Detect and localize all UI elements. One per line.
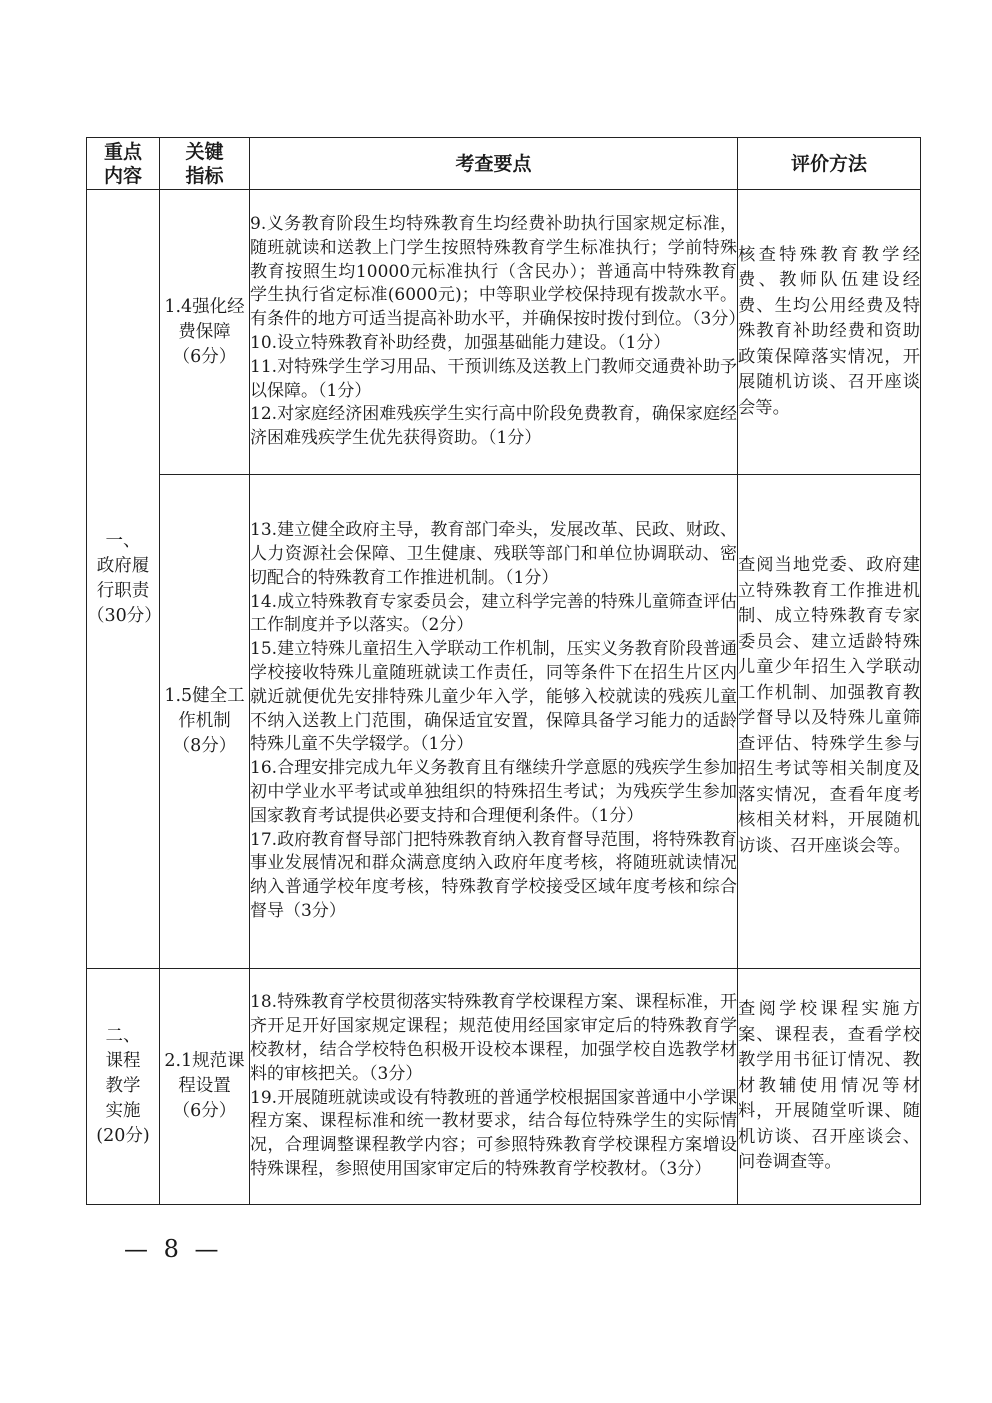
header-key-content-label: 重点内容 — [103, 140, 142, 187]
check-point-item: 9.义务教育阶段生均特殊教育生均经费补助执行国家规定标准，随班就读和送教上门学生按照特殊教育学生标准执行；学前特殊教育按照生均10000元标准执行（含民办）；普通高中特殊教育学生执行省定标准(6000元)；中等职业学校保持现有拨款水平。有条件的地方可适当提高补助水平，并确保按时拨付到位。（3分） — [250, 214, 746, 330]
check-point-item: 12.对家庭经济困难残疾学生实行高中阶段免费教育，确保家庭经济困难残疾学生优先获得资助。（1分） — [250, 404, 737, 449]
header-check-points: 考查要点 — [250, 138, 738, 190]
evaluation-method-cell: 查阅学校课程实施方案、课程表，查看学校教学用书征订情况、教材教辅使用情况等材料，开展随堂听课、随机访谈、召开座谈会、问卷调查等。 — [738, 969, 921, 1205]
category-name: 政府履行职责 — [96, 556, 150, 601]
table-row — [87, 475, 921, 969]
header-key-indicator-label: 关键指标 — [185, 140, 224, 187]
category-name: 课程教学实施 — [105, 1051, 141, 1121]
check-point-item: 16.合理安排完成九年义务教育且有继续升学意愿的残疾学生参加初中学业水平考试或单独组织的特殊招生考试；为残疾学生参加国家教育考试提供必要支持和合理便利条件。（1分） — [250, 758, 737, 826]
check-point-item: 10.设立特殊教育补助经费，加强基础能力建设。（1分） — [250, 333, 671, 353]
table-row — [87, 190, 921, 475]
page-number: — 8 — — [124, 1235, 223, 1263]
check-point-item: 15.建立特殊儿童招生入学联动工作机制，压实义务教育阶段普通学校接收特殊儿童随班就读工作责任，同等条件下在招生片区内就近就便优先安排特殊儿童少年入学，能够入校就读的残疾儿童不纳入送教上门范围，确保适宜安置，保障具备学习能力的适龄特殊儿童不失学辍学。（1分） — [250, 639, 737, 755]
category-score: （30分） — [87, 606, 162, 626]
category-cell — [87, 969, 160, 1205]
check-point-item: 17.政府教育督导部门把特殊教育纳入教育督导范围，将特殊教育事业发展情况和群众满意度纳入政府年度考核，将随班就读情况纳入普通学校年度考核，特殊教育学校接受区域年度考核和综合督导（3分） — [250, 829, 737, 921]
indicator-name: 1.4强化经费保障 — [164, 296, 245, 342]
category-number: 二、 — [105, 1026, 141, 1046]
header-key-indicator — [160, 138, 250, 190]
category-cell — [87, 190, 160, 969]
indicator-score: （8分） — [172, 736, 237, 756]
header-row — [87, 138, 921, 190]
indicator-cell — [160, 190, 250, 475]
indicator-score: （6分） — [172, 1101, 237, 1121]
category-score: (20分) — [96, 1126, 150, 1146]
indicator-name: 2.1规范课程设置 — [164, 1051, 245, 1096]
check-point-item: 19.开展随班就读或设有特教班的普通学校根据国家普通中小学课程方案、课程标准和统一教材要求，结合每位特殊学生的实际情况，合理调整课程教学内容；可参照特殊教育学校课程方案增设特殊课程，参照使用国家审定后的特殊教育学校教材。（3分） — [250, 1087, 737, 1179]
check-point-item: 11.对特殊学生学习用品、干预训练及送教上门教师交通费补助予以保障。（1分） — [250, 356, 737, 401]
evaluation-method-cell: 查阅当地党委、政府建立特殊教育工作推进机制、成立特殊教育专家委员会、建立适龄特殊儿童少年招生入学联动工作机制、加强教育教学督导以及特殊儿童筛查评估、特殊学生参与招生考试等相关制度及落实情况，查看年度考核相关材料，开展随机访谈、召开座谈会等。 — [738, 475, 921, 969]
indicator-score: （6分） — [172, 346, 237, 367]
table-row — [87, 969, 921, 1205]
evaluation-method-cell: 核查特殊教育教学经费、教师队伍建设经费、生均公用经费及特殊教育补助经费和资助政策保障落实情况，开展随机访谈、召开座谈会等。 — [738, 190, 921, 475]
check-point-item: 13.建立健全政府主导，教育部门牵头，发展改革、民政、财政、人力资源社会保障、卫生健康、残联等部门和单位协调联动、密切配合的特殊教育工作推进机制。（1分） — [250, 520, 737, 588]
header-key-content — [87, 138, 160, 190]
check-points-cell — [250, 969, 738, 1205]
check-points-cell — [250, 190, 746, 475]
header-evaluation-method: 评价方法 — [738, 138, 921, 190]
indicator-cell — [160, 475, 250, 969]
category-number: 一、 — [105, 531, 141, 551]
evaluation-table — [86, 137, 921, 1205]
check-point-item: 14.成立特殊教育专家委员会，建立科学完善的特殊儿童筛查评估工作制度并予以落实。（2分） — [250, 591, 737, 636]
indicator-cell — [160, 969, 250, 1205]
check-points-cell — [250, 475, 738, 969]
indicator-name: 1.5健全工作机制 — [164, 686, 245, 731]
check-point-item: 18.特殊教育学校贯彻落实特殊教育学校课程方案、课程标准，开齐开足开好国家规定课程；规范使用经国家审定后的特殊教育学校教材，结合学校特色积极开设校本课程，加强学校自选教学材料的审核把关。（3分） — [250, 992, 737, 1084]
